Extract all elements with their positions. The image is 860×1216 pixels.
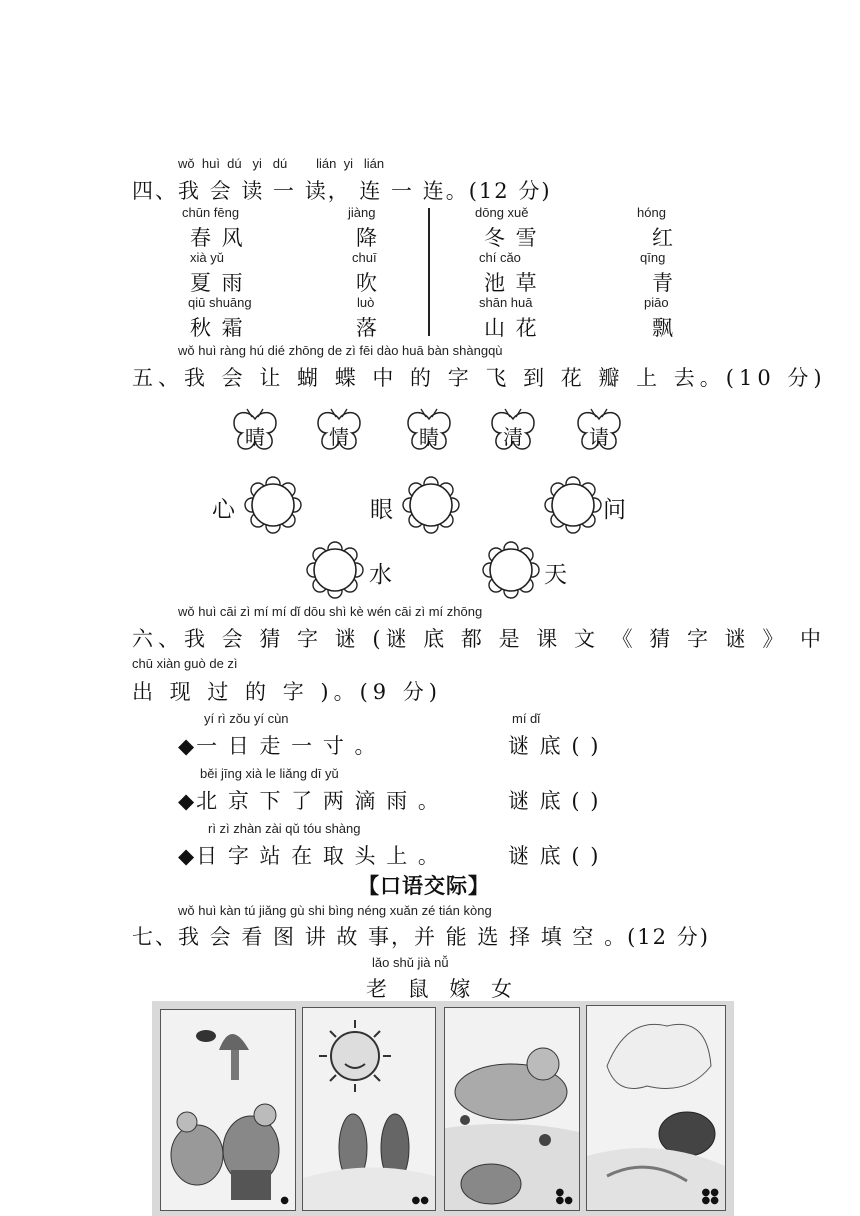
- q4-right-word-0: 冬 雪: [484, 226, 539, 250]
- q4-left-py2-0: jiàng: [348, 205, 376, 220]
- sun-and-mice-illustration: [303, 1008, 435, 1210]
- flower-blank-2[interactable]: [401, 475, 461, 535]
- flower-icon: [243, 475, 303, 535]
- q4-left-word-2: 秋 霜: [190, 316, 245, 340]
- answer-py-0: mí dǐ: [512, 711, 541, 726]
- flower-blank-1[interactable]: [243, 475, 303, 535]
- q5-pinyin: wǒ huì ràng hú dié zhōng de zì fēi dào huā bàn shàngqù: [178, 343, 503, 358]
- butterfly-3[interactable]: [488, 407, 538, 455]
- riddle-py-2: rì zì zhàn zài qǔ tóu shàng: [208, 821, 361, 836]
- flower-label-yan: 眼: [370, 497, 395, 523]
- oral-heading: 【口语交际】: [358, 874, 490, 898]
- q7-title: 七、我 会 看 图 讲 故 事，并 能 选 择 填 空 。(12 分): [132, 925, 710, 949]
- q4-left-py2-2: luò: [357, 295, 375, 310]
- panel-marker-4: ●● ●●: [701, 1187, 719, 1206]
- story-panel-1: [160, 1009, 296, 1211]
- story-panel-2: [302, 1007, 436, 1211]
- panel-marker-3: ● ●●: [555, 1187, 573, 1206]
- panel-marker-2: ●●: [411, 1195, 429, 1206]
- q4-left-word-1: 夏 雨: [190, 271, 245, 295]
- flower-label-xin: 心: [212, 497, 237, 523]
- q4-title: 四、我 会 读 一 读， 连 一 连。(12 分): [132, 179, 552, 203]
- q4-right-word2-0: 红: [652, 226, 675, 250]
- q6-title-2: 出 现 过 的 字 )。(9 分): [132, 680, 442, 704]
- answer-blank-0[interactable]: 谜 底 ( ): [508, 734, 601, 758]
- answer-blank-1[interactable]: 谜 底 ( ): [508, 789, 601, 813]
- answer-blank-2[interactable]: 谜 底 ( ): [508, 844, 601, 868]
- q4-right-word2-1: 青: [652, 271, 675, 295]
- q4-left-py-2: qiū shuāng: [188, 295, 252, 310]
- flower-blank-3[interactable]: [543, 475, 603, 535]
- wind-and-cloud-illustration: [587, 1006, 725, 1210]
- q7-pinyin: wǒ huì kàn tú jiǎng gù shi bìng néng xuǎn zé tián kòng: [178, 903, 492, 918]
- story-title: 老 鼠 嫁 女: [366, 977, 520, 1001]
- q4-right-word2-2: 飘: [652, 316, 675, 340]
- flower-icon: [305, 540, 365, 600]
- butterfly-char: 请: [589, 425, 609, 449]
- q4-right-word-2: 山 花: [484, 316, 539, 340]
- butterfly-char: 晴: [245, 425, 265, 449]
- story-panel-3: [444, 1007, 580, 1211]
- q4-right-py2-1: qīng: [640, 250, 666, 265]
- butterfly-char: 情: [329, 425, 349, 449]
- flower-blank-5[interactable]: [481, 540, 541, 600]
- flower-blank-4[interactable]: [305, 540, 365, 600]
- panel-marker-1: ●: [280, 1195, 289, 1206]
- butterfly-char: 清: [503, 425, 523, 449]
- q4-left-py-0: chūn fēng: [182, 205, 240, 220]
- riddle-text-0: ◆一 日 走 一 寸 。: [178, 734, 378, 758]
- q4-left-py-1: xià yǔ: [190, 250, 224, 265]
- q4-right-word-1: 池 草: [484, 271, 539, 295]
- story-picture-strip: [152, 1001, 734, 1216]
- flower-icon: [401, 475, 461, 535]
- q6-pinyin-1: wǒ huì cāi zì mí mí dǐ dōu shì kè wén cāi zì mí zhōng: [178, 604, 483, 619]
- story-panel-4: [586, 1005, 726, 1211]
- mouse-couple-illustration: [161, 1010, 295, 1210]
- q4-pinyin: wǒ huì dú yi dú lián yi lián: [178, 156, 385, 171]
- cloud-and-sun-illustration: [445, 1008, 579, 1210]
- q5-title: 五、我 会 让 蝴 蝶 中 的 字 飞 到 花 瓣 上 去。(10 分): [132, 366, 827, 390]
- flower-label-shui: 水: [369, 562, 394, 588]
- q6-title-1: 六、我 会 猜 字 谜 (谜 底 都 是 课 文 《 猜 字 谜 》 中: [132, 627, 826, 651]
- story-pinyin: lǎo shǔ jià nǚ: [372, 955, 449, 970]
- q6-pinyin-2: chū xiàn guò de zì: [132, 656, 238, 671]
- q4-left-word2-0: 降: [356, 226, 379, 250]
- q4-right-py2-0: hóng: [637, 205, 666, 220]
- riddle-py-1: běi jīng xià le liǎng dī yǔ: [200, 766, 339, 781]
- q4-right-py-1: chí cǎo: [479, 250, 521, 265]
- q4-right-py-2: shān huā: [479, 295, 533, 310]
- column-divider: [428, 208, 430, 336]
- butterfly-1[interactable]: [314, 407, 364, 455]
- q4-left-word-0: 春 风: [190, 226, 245, 250]
- q4-left-py2-1: chuī: [352, 250, 377, 265]
- flower-icon: [481, 540, 541, 600]
- q4-right-py-0: dōng xuě: [475, 205, 529, 220]
- flower-label-tian: 天: [544, 562, 569, 588]
- flower-label-wen: 问: [603, 497, 628, 523]
- q4-left-word2-1: 吹: [356, 271, 379, 295]
- butterfly-char: 睛: [419, 425, 439, 449]
- butterfly-4[interactable]: [574, 407, 624, 455]
- riddle-text-2: ◆日 字 站 在 取 头 上 。: [178, 844, 441, 868]
- butterfly-2[interactable]: [404, 407, 454, 455]
- q4-right-py2-2: piāo: [644, 295, 669, 310]
- riddle-text-1: ◆北 京 下 了 两 滴 雨 。: [178, 789, 441, 813]
- riddle-py-0: yí rì zǒu yí cùn: [204, 711, 289, 726]
- q4-left-word2-2: 落: [356, 316, 379, 340]
- flower-icon: [543, 475, 603, 535]
- butterfly-0[interactable]: [230, 407, 280, 455]
